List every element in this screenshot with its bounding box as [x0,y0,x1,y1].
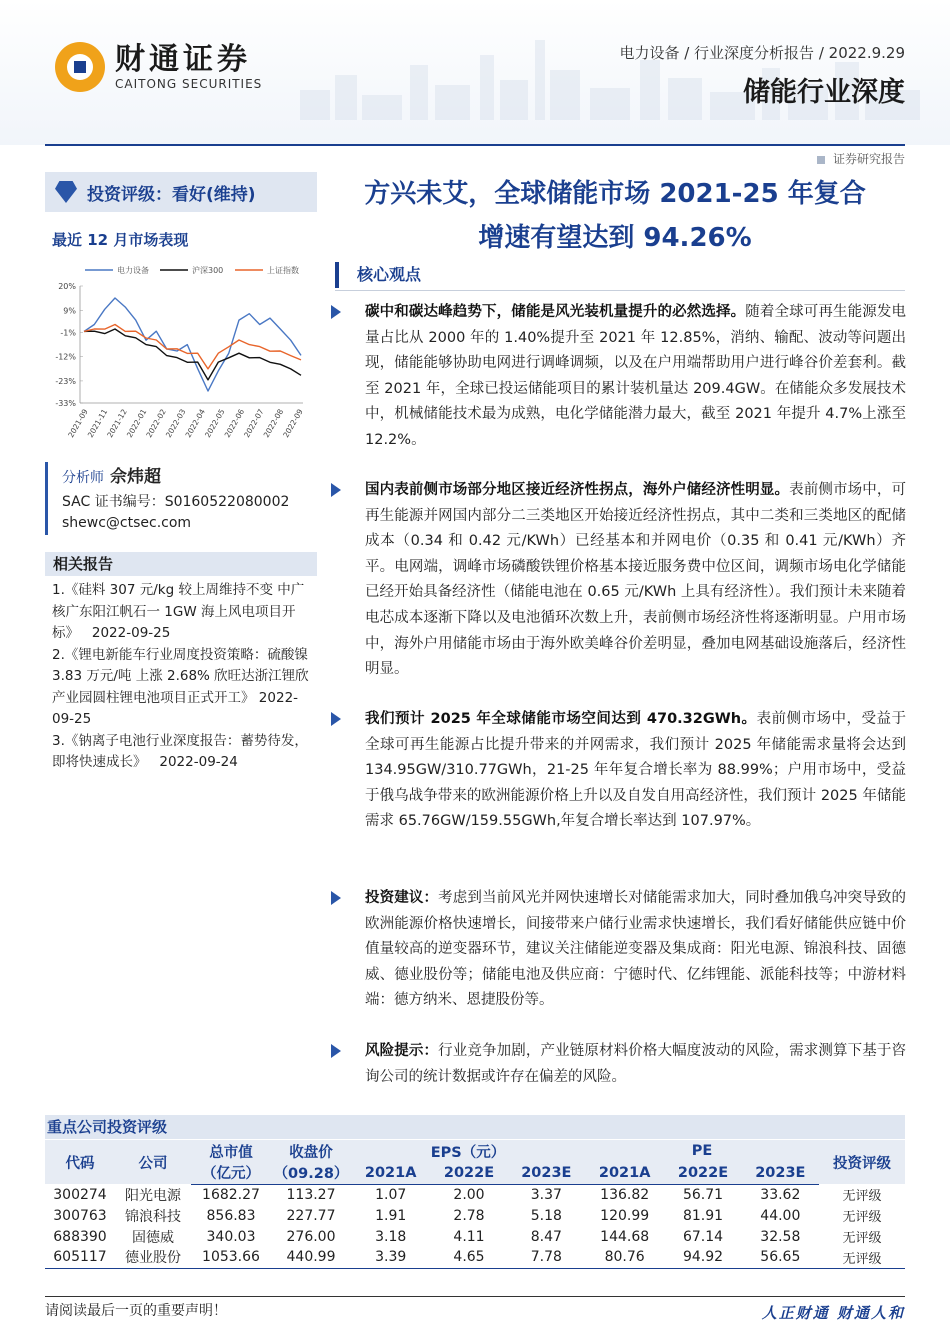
series-line [84,329,301,380]
table-row: 605117 德业股份 1053.66 440.99 3.39 4.65 7.78 80.76 94.92 56.65 无评级 [45,1247,905,1268]
report-type-label: 证券研究报告 [817,150,905,167]
core-view-bullet: 风险提示：行业竞争加剧，产业链原材料价格大幅度波动的风险，需求测算下基于咨询公司的统计数据或许存在偏差的风险。 [331,1039,906,1090]
x-tick-label: 2022-03 [163,407,188,440]
header-divider [45,144,905,146]
related-reports-heading: 相关报告 [45,552,317,576]
breadcrumb: 电力设备 / 行业深度分析报告 / 2022.9.29 [619,44,905,62]
related-report-item[interactable]: 3.《钠离子电池行业深度报告：蓄势待发，即将快速成长》 2022-09-24 [52,732,308,770]
col-code: 代码 [45,1140,115,1184]
x-tick-label: 2022-04 [183,407,208,440]
x-tick-label: 2022-07 [242,407,266,440]
table-row: 300274 阳光电源 1682.27 113.27 1.07 2.00 3.37 136.82 56.71 33.62 无评级 [53,1186,882,1204]
x-tick-label: 2021-09 [66,407,90,440]
col-close-date: （09.28） [271,1162,351,1184]
sac-number: SAC 证书编号：S0160522080002 [62,494,290,510]
col-mcap-unit: （亿元） [191,1162,271,1184]
disclaimer-note: 请阅读最后一页的重要声明！ [45,1303,227,1319]
diamond-icon [55,181,77,203]
core-view-bullet: 国内表前侧市场部分地区接近经济性拐点，海外户储经济性明显。表前侧市场中，可再生能源并网国内部分二三类地区开始接近经济性拐点，其中二类和三类地区的配储成本（0.34 和 0.42 元/KWh）已经基本和并网电价（0.35 和 0.41 元/KWh）齐平。电网端，调峰市场磷酸铁锂价格基本接近服务费中位区间，调频市场电化学储能已经开始具备经济性（储能电池在 0.65 元/KWh 上具有经济性）。我们预计未来随着电芯成本逐渐下降以及电池循环次数上升，表前侧市场经济性将逐渐明显。户用市场中，海外户用储能市场由于海外欧美峰谷价差明显，叠加电网基础设施落后，经济性明显。 [331,478,906,683]
col-eps-2022e: 2022E [430,1162,507,1184]
col-eps-2023e: 2023E [508,1162,585,1184]
title-line-2: 增速有望达到 94.26% [478,223,752,253]
y-tick-label: 20% [58,282,76,291]
table-row: 300763 锦浪科技 856.83 227.77 1.91 2.78 5.18 120.99 81.91 44.00 无评级 [53,1207,882,1225]
col-pe-2022e: 2022E [664,1162,741,1184]
y-tick-label: -12% [55,352,76,362]
market-performance-heading: 最近 12 月市场表现 [52,231,189,249]
document-title: 储能行业深度 [743,77,905,108]
col-rating: 投资评级 [819,1140,905,1184]
related-report-item[interactable]: 2.《锂电新能车行业周度投资策略：硫酸镍 3.83 万元/吨 上涨 2.68% 欣旺达浙江锂欣产业园圆柱锂电池项目正式开工》 2022-09-25 [52,646,309,727]
analyst-block [45,462,317,535]
investment-rating: 投资评级：看好(维持) [87,184,256,205]
footer-divider [45,1296,905,1297]
x-tick-label: 2022-02 [144,407,168,440]
analyst-name: 佘炜超 [110,467,161,487]
chart-svg [45,258,320,448]
logo-icon [55,42,105,92]
core-view-bullet: 我们预计 2025 年全球储能市场空间达到 470.32GWh。表前侧市场中，受益于全球可再生能源占比提升带来的并网需求，我们预计 2025 年储能需求量将会达到 134.95GW/310.77GWh，21-25 年年复合增长率为 88.99%；户用市场中，受益于俄乌战争带来的欧洲能源价格上升以及自发自用高经济性，我们预计 2025 年储能需求 65.76GW/159.55GWh,年复合增长率达到 107.97%。 [331,707,906,835]
y-tick-label: -1% [60,328,76,338]
title-line-1: 方兴未艾，全球储能市场 2021-25 年复合 [364,179,866,209]
x-tick-label: 2021-12 [105,407,129,440]
triangle-bullet-icon [331,891,341,905]
analyst-email[interactable]: shewc@ctsec.com [62,515,192,531]
company-rating-table [45,1140,905,1269]
triangle-bullet-icon [331,305,341,319]
related-report-item[interactable]: 1.《硅料 307 元/kg 较上周维持不变 中广核广东阳江帆石一 1GW 海上风电项目开标》 2022-09-25 [52,582,305,641]
company-logo [55,42,262,92]
legend-label: 电力设备 [117,266,149,275]
core-view-bullet: 投资建议：考虑到当前风光并网快速增长对储能需求加大，同时叠加俄乌冲突导致的欧洲能源价格快速增长，间接带来户储行业需求快速增长，我们看好储能供应链中价值量较高的逆变器环节，建议关注储能逆变器及集成商：阳光电源、锦浪科技、固德威、德业股份等；储能电池及供应商：宁德时代、亿纬锂能、派能科技等；中游材料端：德方纳米、恩捷股份等。 [331,886,906,1014]
triangle-bullet-icon [331,483,341,497]
col-pe-2021a: 2021A [585,1162,664,1184]
investment-rating-box [45,172,317,212]
analyst-label: 分析师 [62,470,104,486]
col-close: 收盘价 [271,1140,351,1162]
legend-label: 上证指数 [267,266,299,275]
core-views-heading: 核心观点 [335,262,421,288]
col-eps-2021a: 2021A [351,1162,430,1184]
y-tick-label: -23% [55,376,76,386]
x-tick-label: 2022-05 [203,407,227,440]
x-tick-label: 2022-06 [222,407,247,440]
company-rating-table-heading: 重点公司投资评级 [45,1115,905,1139]
x-tick-label: 2022-01 [124,407,149,440]
report-main-title [335,172,895,260]
market-performance-chart [45,258,320,448]
core-views-divider [335,290,905,291]
col-eps: EPS（元） [351,1140,585,1162]
logo-name-en: CAITONG SECURITIES [115,77,263,91]
core-view-bullet: 碳中和碳达峰趋势下，储能是风光装机量提升的必然选择。随着全球可再生能源发电量占比从 2000 年的 1.40%提升至 2021 年 12.85%，消纳、输配、波动等问题出现，储能能够协助电网进行调峰调频，以及在户用端帮助用户进行峰谷价差套利。截至 2021 年，全球已投运储能项目的累计装机量达 209.4GW。在储能众多发展技术中，机械储能技术最为成熟，电化学储能潜力最大，截至 2021 年提升 4.7%上涨至 12.2%。 [331,300,906,454]
related-reports-list [52,580,314,774]
x-tick-label: 2021-11 [85,407,110,440]
col-company: 公司 [115,1140,191,1184]
col-mcap: 总市值 [191,1140,271,1162]
x-tick-label: 2022-09 [281,407,305,440]
footer-slogan: 人正财通 财通人和 [761,1304,905,1322]
col-pe-2023e: 2023E [742,1162,819,1184]
table-row: 688390 固德威 340.03 276.00 3.18 4.11 8.47 144.68 67.14 32.58 无评级 [53,1228,882,1246]
x-tick-label: 2022-08 [261,407,286,440]
y-tick-label: -33% [55,399,76,408]
legend-label: 沪深300 [192,266,224,275]
triangle-bullet-icon [331,712,341,726]
y-tick-label: 9% [63,306,76,316]
triangle-bullet-icon [331,1044,341,1058]
series-line [84,298,301,391]
page-header [0,0,950,145]
logo-name-cn: 财通证券 [115,42,251,77]
col-pe: PE [585,1140,819,1162]
